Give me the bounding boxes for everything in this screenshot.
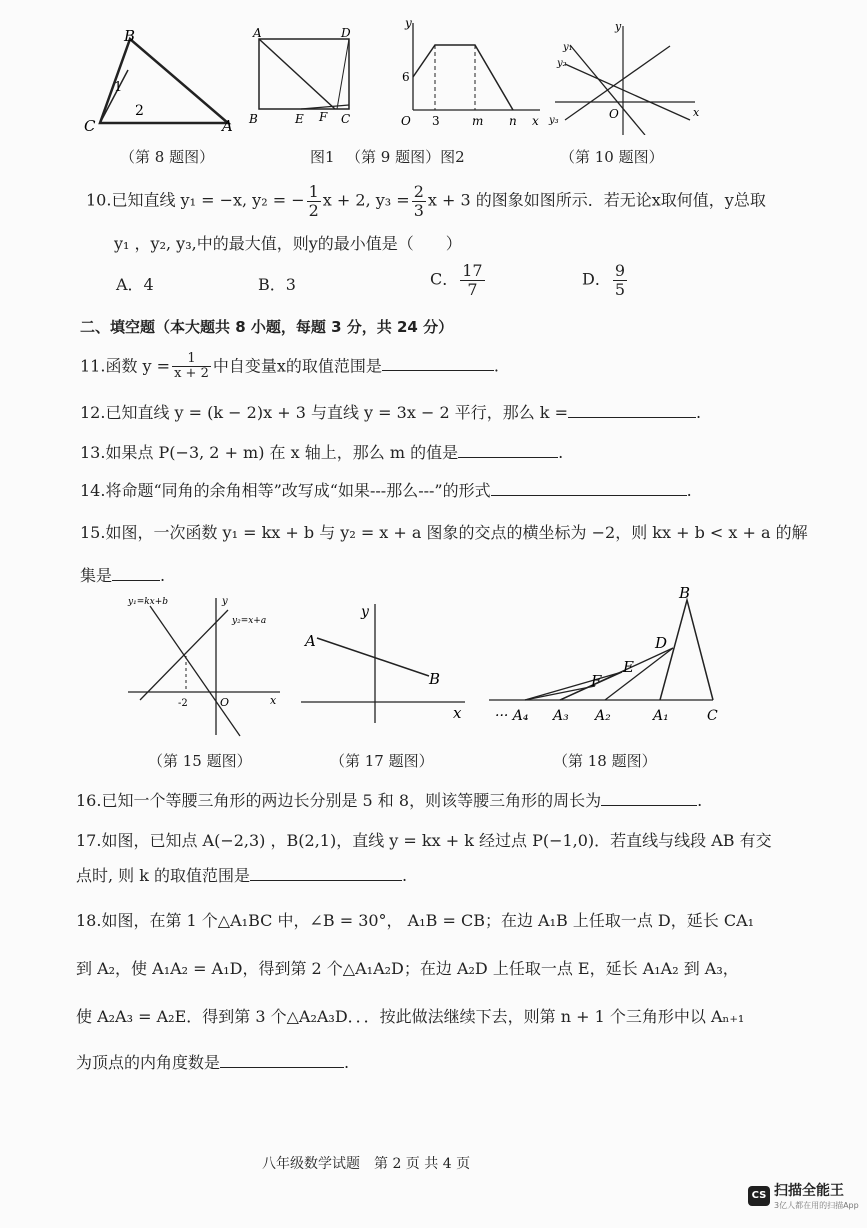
scanner-watermark [748, 1180, 859, 1211]
scanner-tagline: 3亿人都在用的扫描App [774, 1201, 859, 1210]
question-18-line3: 使 A₂A₃ = A₂E．得到第 3 个△A₂A₃D．．．按此做法继续下去，则第 n + 1 个三角形中以 Aₙ₊₁ [76, 1007, 745, 1026]
svg-text:B: B [429, 670, 441, 688]
section-2-heading: 二、填空题（本大题共 8 小题，每题 3 分，共 24 分） [80, 318, 454, 336]
svg-text:-2: -2 [178, 698, 188, 709]
svg-text:y₂: y₂ [557, 58, 567, 69]
svg-text:C: C [341, 112, 351, 126]
fig8-label-b: B [124, 27, 136, 45]
svg-text:E: E [623, 658, 634, 676]
svg-text:B: B [679, 584, 691, 602]
question-10: 10.已知直线 y₁ = −x, y₂ = − $\frac{1}{2}$ x + 2, y₃ = $\frac{2}{3}$ x + 3 的图象如图所示．若无论x取何值，y总取 [86, 182, 766, 220]
svg-text:O: O [401, 114, 411, 128]
q14-answer-blank [491, 481, 687, 496]
svg-text:3: 3 [432, 114, 440, 128]
svg-text:y: y [222, 596, 228, 607]
svg-text:x: x [693, 106, 700, 119]
figure-9-1 [245, 25, 360, 130]
question-12: 12.已知直线 y = (k − 2)x + 3 与直线 y = 3x − 2 平行，那么 k = . [80, 403, 702, 422]
figure-8 [80, 25, 240, 135]
svg-text:B: B [249, 112, 258, 126]
question-11: 11.函数 y = $\frac{1}{x + 2}$ 中自变量x的取值范围是 . [80, 351, 499, 382]
question-18-line4: 为顶点的内角度数是 . [76, 1053, 350, 1072]
caption-fig18: （第 18 题图） [553, 752, 657, 770]
question-17: 17.如图，已知点 A(−2,3) ，B(2,1)，直线 y = kx + k 经过点 P(−1,0)．若直线与线段 AB 有交 [76, 831, 772, 850]
scanner-app-name: 扫描全能王 [774, 1183, 844, 1199]
svg-text:A₁: A₁ [653, 708, 669, 724]
svg-text:x: x [532, 114, 539, 128]
question-17-line2: 点时, 则 k 的取值范围是 . [76, 866, 408, 885]
caption-fig8: （第 8 题图） [120, 148, 215, 166]
q11-answer-blank [382, 356, 494, 371]
caption-fig10: （第 10 题图） [560, 148, 664, 166]
question-13: 13.如果点 P(−3, 2 + m) 在 x 轴上，那么 m 的值是 . [80, 443, 564, 462]
figure-15 [120, 590, 285, 740]
svg-text:y₂=x+a: y₂=x+a [232, 616, 267, 626]
question-14: 14.将命题“同角的余角相等”改写成“如果---那么---”的形式 . [80, 481, 692, 500]
question-16: 16.已知一个等腰三角形的两边长分别是 5 和 8，则该等腰三角形的周长为 . [76, 791, 703, 810]
fig8-label-c: C [84, 117, 96, 135]
svg-text:E: E [295, 112, 304, 126]
page-footer: 八年级数学试题 第 2 页 共 4 页 [262, 1156, 471, 1172]
fig8-angle-2: 2 [135, 103, 144, 119]
svg-text:A: A [253, 26, 262, 40]
svg-text:m: m [472, 114, 484, 128]
svg-text:y₁=kx+b: y₁=kx+b [128, 597, 169, 607]
caption-fig15: （第 15 题图） [148, 752, 252, 770]
q15-answer-blank [112, 566, 160, 581]
figure-17 [295, 598, 475, 728]
svg-text:A: A [305, 632, 316, 650]
question-15: 15.如图，一次函数 y₁ = kx + b 与 y₂ = x + a 图象的交点的横坐标为 −2，则 kx + b < x + a 的解 [80, 523, 808, 542]
svg-text:C: C [707, 708, 718, 724]
svg-text:x: x [270, 694, 277, 707]
svg-text:y: y [615, 20, 622, 33]
q18-answer-blank [220, 1053, 344, 1068]
svg-text:A₂: A₂ [595, 708, 611, 724]
figure-18 [485, 582, 735, 730]
caption-fig9-1: 图1 [310, 148, 335, 166]
svg-text:6: 6 [402, 70, 410, 84]
svg-text:x: x [453, 704, 462, 722]
q12-answer-blank [568, 403, 696, 418]
svg-text:A₃: A₃ [553, 708, 569, 724]
svg-text:O: O [609, 107, 619, 121]
q13-answer-blank [458, 443, 558, 458]
q10-option-a: A．4 [116, 275, 154, 294]
svg-text:F: F [319, 110, 328, 124]
q10-option-b: B．3 [258, 275, 296, 294]
question-18-line2: 到 A₂，使 A₁A₂ = A₁D，得到第 2 个△A₁A₂D；在边 A₂D 上任取一点 E，延长 A₁A₂ 到 A₃， [76, 959, 739, 978]
caption-fig17: （第 17 题图） [330, 752, 434, 770]
question-18: 18.如图，在第 1 个△A₁BC 中，∠B = 30°， A₁B = CB；在边 A₁B 上任取一点 D，延长 CA₁ [76, 911, 755, 930]
fig8-label-a: A [222, 117, 233, 135]
q17-answer-blank [250, 866, 402, 881]
svg-text:y₁: y₁ [563, 42, 573, 53]
svg-text:··· A₄: ··· A₄ [495, 708, 529, 724]
svg-text:y: y [361, 604, 369, 620]
q10-option-d: D． $\frac{9}{5}$ [582, 261, 626, 299]
question-10-line2: y₁ ，y₂, y₃,中的最大值，则y的最小值是（ ） [114, 234, 462, 253]
caption-fig9-2: （第 9 题图）图2 [346, 148, 465, 166]
svg-text:D: D [655, 634, 668, 652]
fig8-angle-1: 1 [114, 80, 123, 95]
svg-text:n: n [509, 114, 517, 128]
question-15-line2: 集是 . [80, 566, 166, 585]
q10-option-c: C． $\frac{17}{7}$ [430, 261, 483, 299]
figure-10 [545, 20, 705, 135]
scanner-logo-icon: CS [748, 1186, 770, 1206]
q16-answer-blank [601, 791, 697, 806]
figure-9-2 [395, 15, 545, 130]
svg-text:O: O [220, 696, 230, 709]
svg-text:y: y [405, 16, 412, 30]
svg-text:F: F [591, 672, 602, 690]
svg-text:D: D [341, 26, 351, 40]
svg-text:y₃: y₃ [549, 115, 559, 126]
